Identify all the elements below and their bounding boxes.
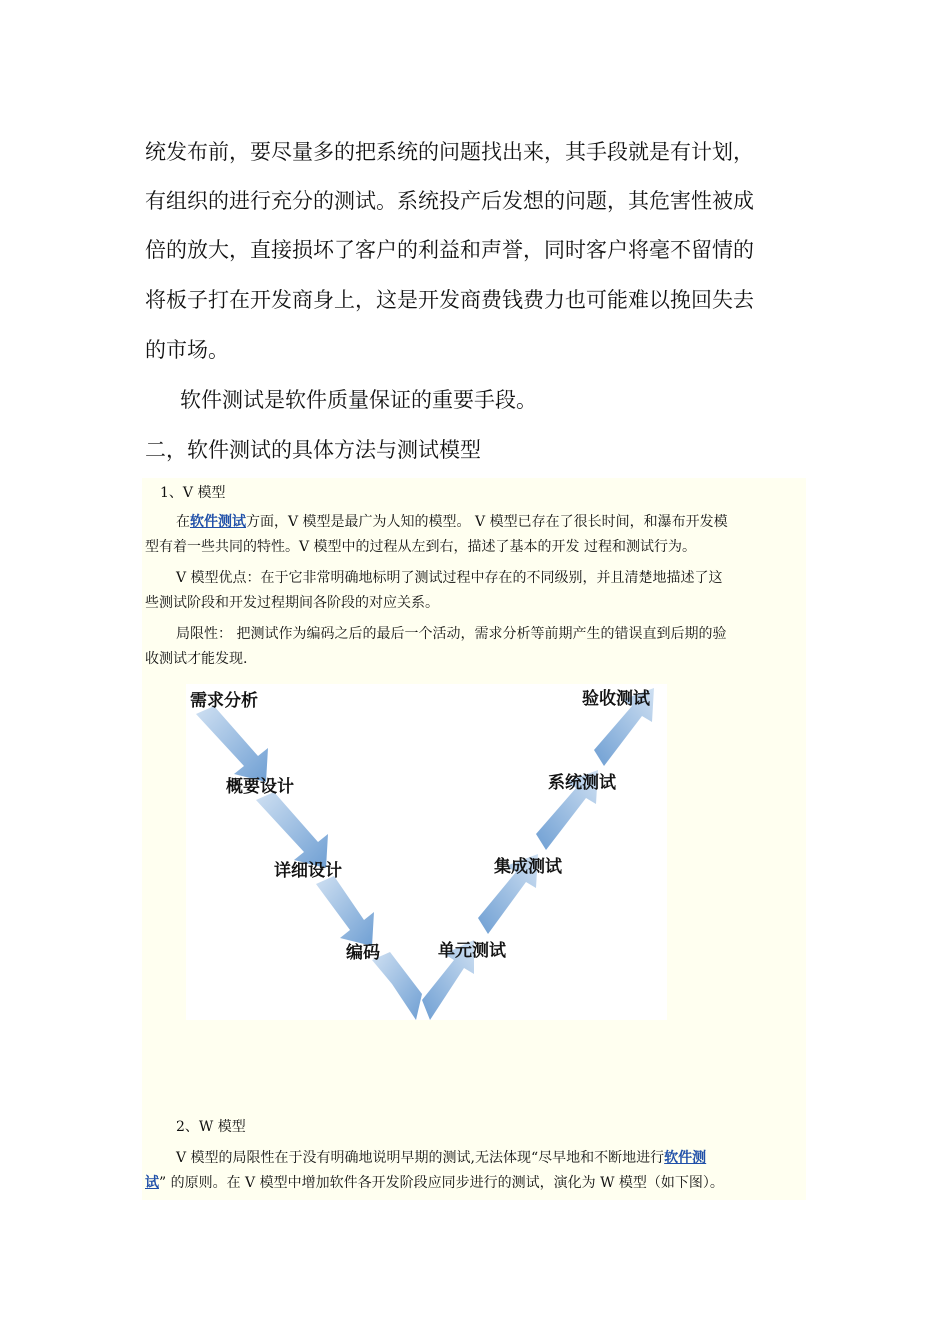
v-model-limitation-line: 收测试才能发现.: [145, 651, 248, 667]
v-model-paragraph-line: [176, 512, 836, 532]
v-model-limitation-line: 局限性： 把测试作为编码之后的最后一个活动，需求分析等前期产生的错误直到后期的验: [176, 626, 727, 642]
paragraph-line: 的市场。: [145, 338, 229, 362]
section-heading: 二，软件测试的具体方法与测试模型: [145, 438, 481, 462]
down-arrow: [316, 876, 374, 946]
down-arrow: [196, 706, 268, 782]
label-unit-testing: 单元测试: [438, 941, 506, 961]
v-model-title: 1、V 模型: [160, 485, 226, 501]
software-testing-link-continued[interactable]: 试: [145, 1175, 159, 1191]
label-outline-design: 概要设计: [226, 777, 294, 797]
label-requirements-analysis: 需求分析: [190, 691, 258, 711]
software-testing-link[interactable]: 软件测: [664, 1150, 707, 1166]
v-model-advantage-line: V 模型优点：在于它非常明确地标明了测试过程中存在的不同级别，并且清楚地描述了这: [176, 570, 723, 586]
label-system-testing: 系统测试: [548, 773, 616, 793]
v-model-arrows: [186, 684, 667, 1020]
v-text-b: 方面，V 模型是最广为人知的模型。 V 模型已存在了很长时间，和瀑布开发模: [246, 514, 728, 530]
paragraph-line: 将板子打在开发商身上，这是开发商费钱费力也可能难以挽回失去: [145, 288, 754, 312]
v-model-paragraph-line: 型有着一些共同的特性。V 模型中的过程从左到右，描述了基本的开发 过程和测试行为。: [145, 539, 697, 555]
w-text-a: V 模型的局限性在于没有明确地说明早期的测试,无法体现“尽早地和不断地进行: [176, 1150, 665, 1166]
paragraph-line: 倍的放大，直接损坏了客户的利益和声誉，同时客户将毫不留情的: [145, 238, 754, 262]
label-coding: 编码: [346, 943, 380, 963]
software-testing-link[interactable]: 软件测试: [190, 514, 246, 530]
paragraph: 软件测试是软件质量保证的重要手段。: [180, 388, 537, 412]
paragraph-line: 有组织的进行充分的测试。系统投产后发想的问题，其危害性被成: [145, 189, 754, 213]
w-text-b: ” 的原则。在 V 模型中增加软件各开发阶段应同步进行的测试，演化为 W 模型（如下图）。: [159, 1175, 724, 1191]
label-acceptance-testing: 验收测试: [582, 689, 650, 709]
paragraph-line: 统发布前，要尽量多的把系统的问题找出来，其手段就是有计划，: [145, 140, 754, 164]
label-integration-testing: 集成测试: [494, 857, 562, 877]
w-model-title: 2、W 模型: [176, 1119, 246, 1135]
w-model-paragraph-line: [145, 1173, 805, 1193]
v-model-diagram: [186, 684, 667, 1020]
w-model-paragraph-line: [176, 1148, 836, 1168]
v-model-advantage-line: 些测试阶段和开发过程期间各阶段的对应关系。: [145, 595, 439, 611]
label-detailed-design: 详细设计: [274, 861, 342, 881]
v-text-a: 在: [176, 514, 190, 530]
